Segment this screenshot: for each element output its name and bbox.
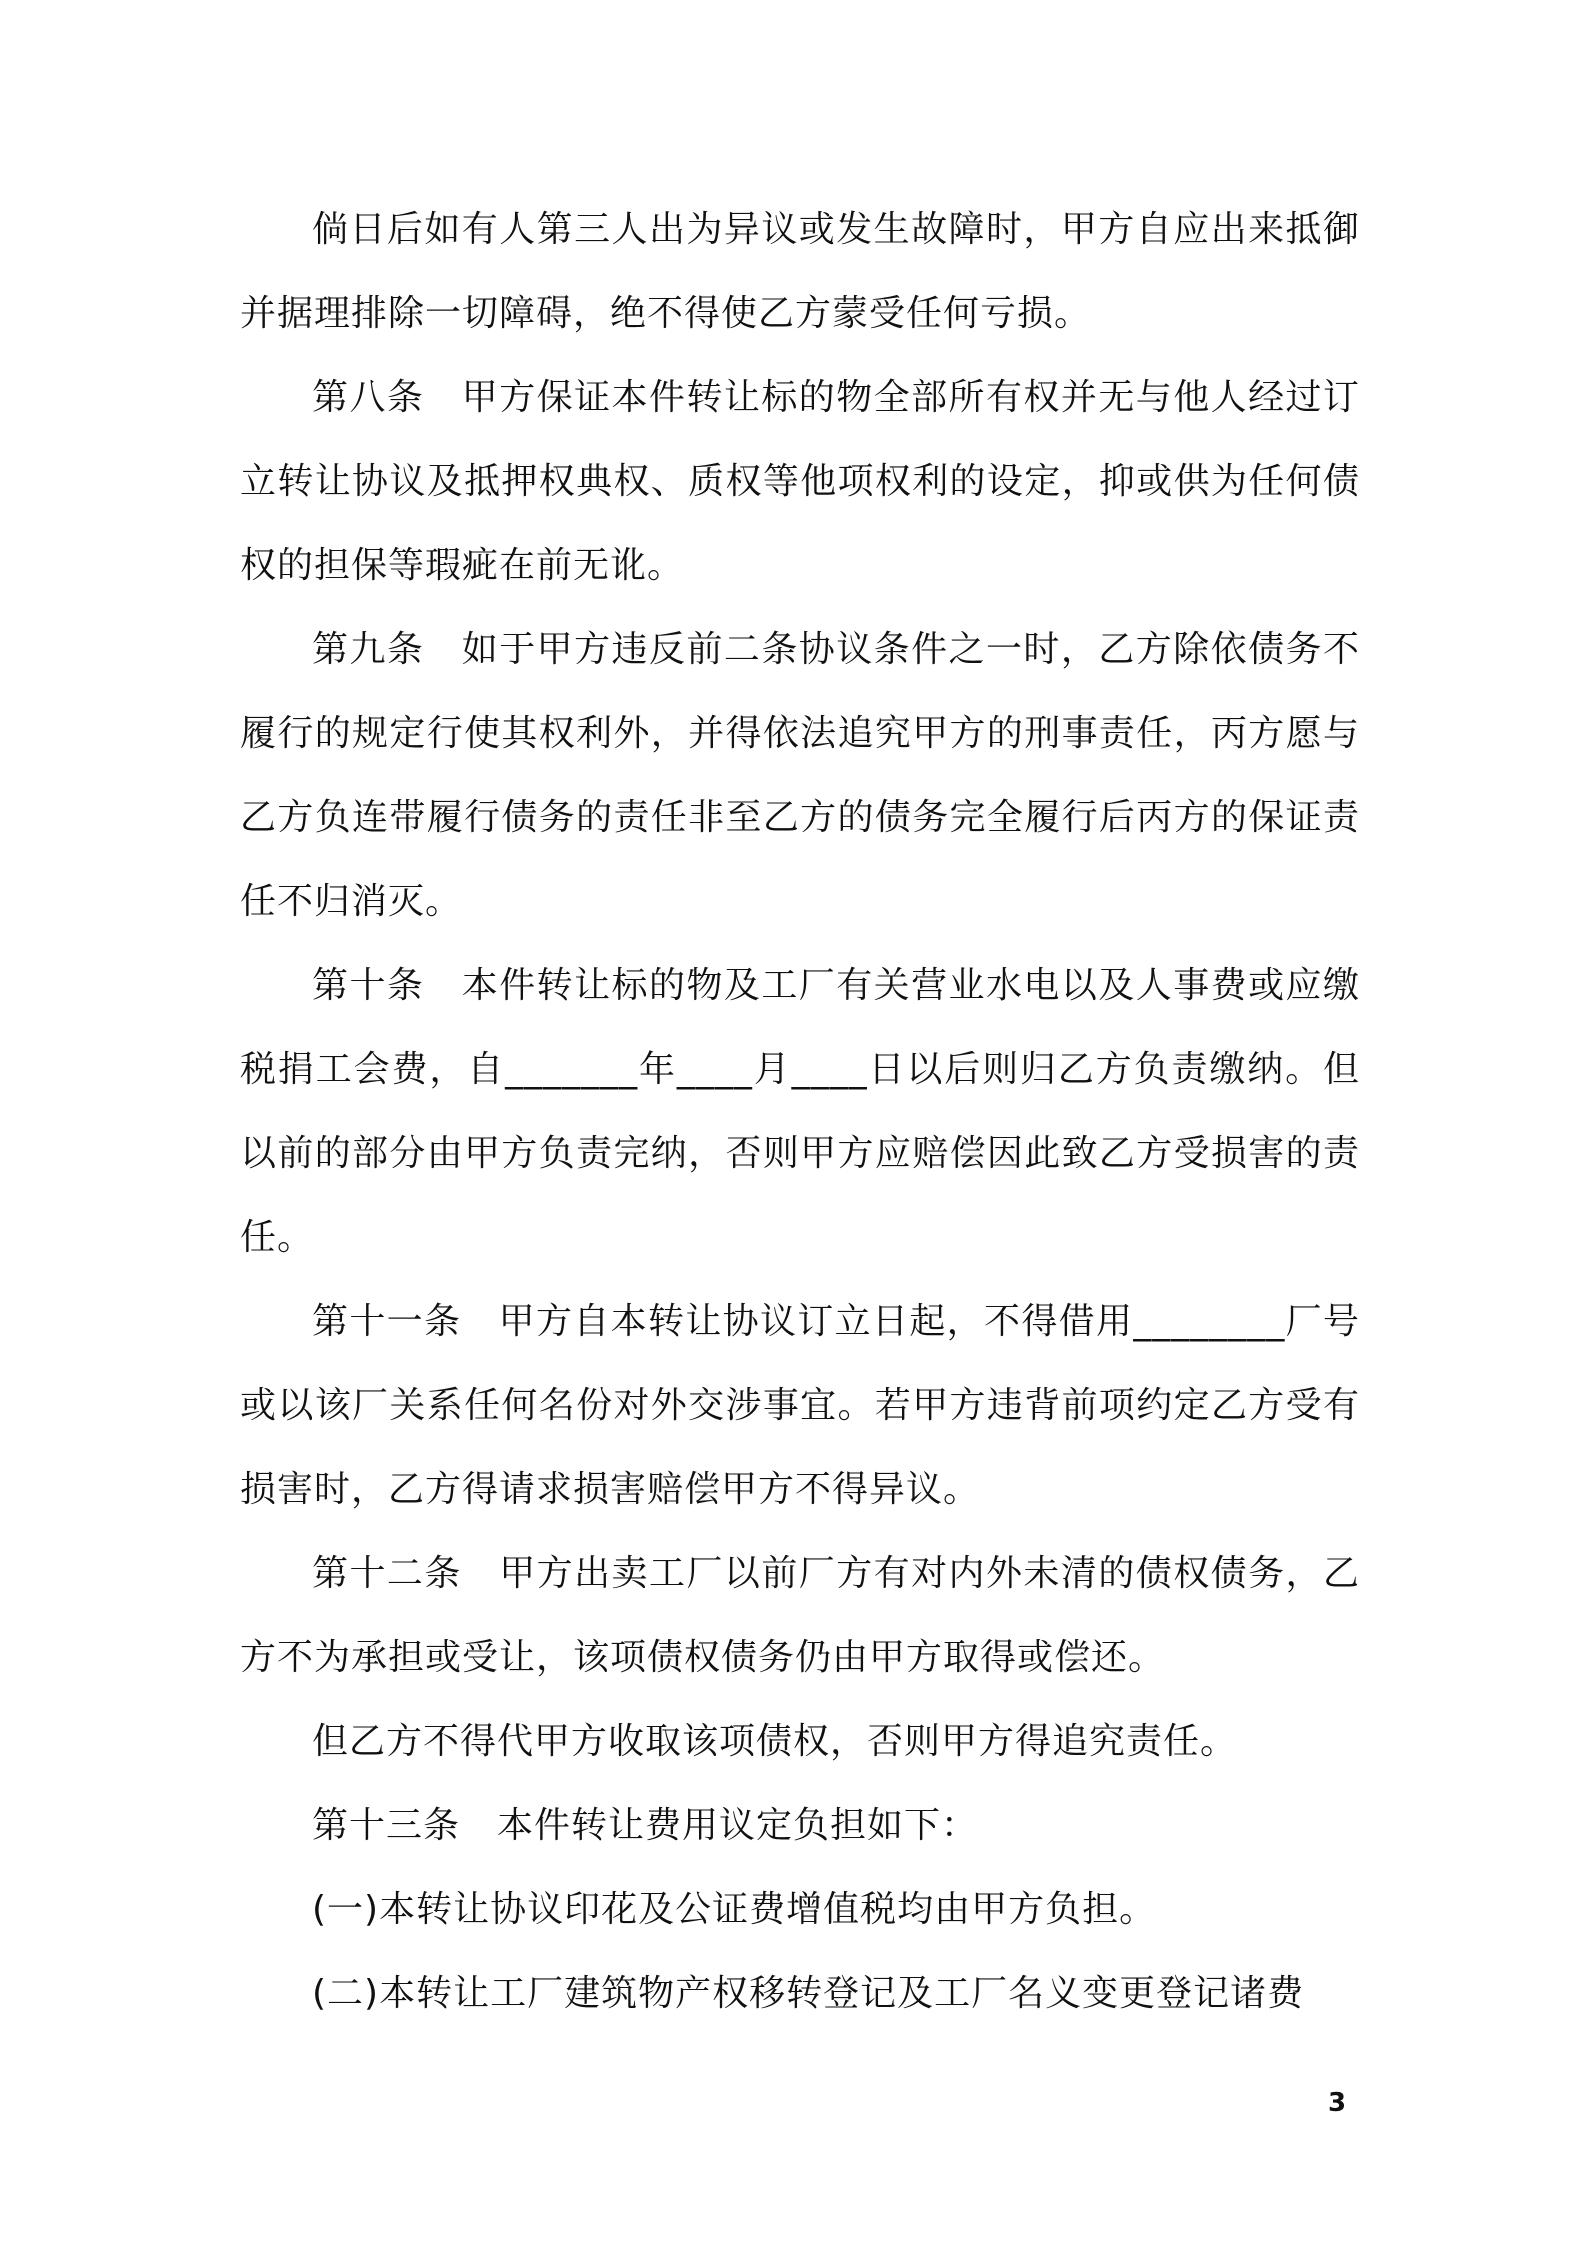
paragraph-article-12: 第十二条 甲方出卖工厂以前厂方有对内外未清的债权债务，乙方不为承担或受让，该项债权债务仍由甲方取得或偿还。 — [240, 1553, 1360, 1678]
paragraph-article-13-item-1: (一)本转让协议印花及公证费增值税均由甲方负担。 — [312, 1889, 1157, 1930]
paragraph-article-12-note: 但乙方不得代甲方收取该项债权，否则甲方得追究责任。 — [312, 1721, 1238, 1762]
paragraph-article-13: 第十三条 本件转让费用议定负担如下： — [312, 1805, 979, 1846]
paragraph-article-9: 第九条 如于甲方违反前二条协议条件之一时，乙方除依债务不履行的规定行使其权利外，并得依法追究甲方的刑事责任，丙方愿与乙方负连带履行债务的责任非至乙方的债务完全履行后丙方的保证责任不归消灭。 — [240, 629, 1360, 922]
document-body — [240, 188, 1360, 2036]
paragraph-article-8: 第八条 甲方保证本件转让标的物全部所有权并无与他人经过订立转让协议及抵押权典权、质权等他项权利的设定，抑或供为任何债权的担保等瑕疵在前无讹。 — [240, 377, 1360, 586]
paragraph-article-11: 第十一条 甲方自本转让协议订立日起，不得借用________厂号或以该厂关系任何名份对外交涉事宜。若甲方违背前项约定乙方受有损害时，乙方得请求损害赔偿甲方不得异议。 — [240, 1301, 1360, 1510]
page-number: 3 — [1328, 2088, 1347, 2118]
paragraph-article-13-item-2: (二)本转让工厂建筑物产权移转登记及工厂名义变更登记诸费 — [312, 1973, 1305, 2014]
paragraph-defense-obligation: 倘日后如有人第三人出为异议或发生故障时，甲方自应出来抵御并据理排除一切障碍，绝不得使乙方蒙受任何亏损。 — [240, 209, 1360, 334]
paragraph-article-10: 第十条 本件转让标的物及工厂有关营业水电以及人事费或应缴税捐工会费，自_______年____月____日以后则归乙方负责缴纳。但以前的部分由甲方负责完纳，否则甲方应赔偿因此致乙方受损害的责任。 — [240, 965, 1360, 1258]
